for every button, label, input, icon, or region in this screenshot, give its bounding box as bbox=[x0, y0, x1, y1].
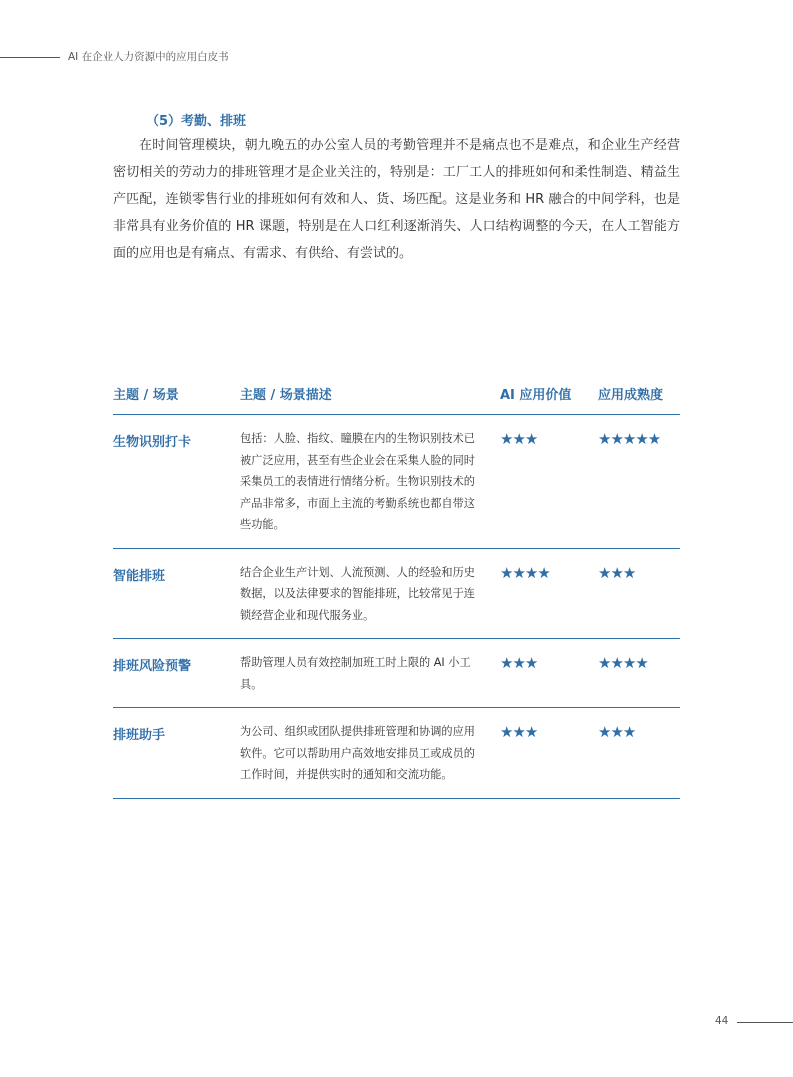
row-topic: 排班助手 bbox=[113, 728, 166, 743]
footer-rule bbox=[737, 1022, 793, 1023]
header-rule bbox=[0, 57, 60, 58]
table-row bbox=[113, 708, 680, 799]
row-topic: 排班风险预警 bbox=[113, 659, 192, 674]
ai-value-rating-stars: ★★★ bbox=[500, 723, 538, 741]
maturity-rating-stars: ★★★ bbox=[598, 563, 636, 582]
section-paragraph: 在时间管理模块，朝九晚五的办公室人员的考勤管理并不是痛点也不是难点，和企业生产经营密切相关的劳动力的排班管理才是企业关注的，特别是：工厂工人的排班如何和柔性制造、精益生产匹配，连锁零售行业的排班如何有效和人、货、场匹配。这是业务和 HR 融合的中间学科，也是非常具有业务价值的 HR 课题，特别是在人口红利逐渐消失、人口结构调整的今天，在人工智能方面的应用也是有痛点、有需求、有供给、有尝试的。 bbox=[113, 138, 680, 261]
row-topic: 智能排班 bbox=[113, 568, 166, 584]
row-description: 帮助管理人员有效控制加班工时上限的 AI 小工具。 bbox=[240, 656, 471, 691]
page-number: 44 bbox=[715, 1015, 729, 1027]
running-header: AI 在企业人力资源中的应用白皮书 bbox=[68, 51, 229, 63]
section-title: （5）考勤、排班 bbox=[146, 114, 247, 129]
maturity-rating-stars: ★★★ bbox=[598, 723, 636, 741]
maturity-rating-stars: ★★★★★ bbox=[598, 430, 661, 448]
table-row bbox=[113, 639, 680, 708]
header-description: 主题 / 场景描述 bbox=[240, 388, 332, 403]
row-description: 包括：人脸、指纹、瞳膜在内的生物识别技术已被广泛应用，甚至有些企业会在采集人脸的同时采集员工的表情进行情绪分析。生物识别技术的产品非常多，市面上主流的考勤系统也都自带这些功能。 bbox=[240, 432, 475, 531]
table-row bbox=[113, 549, 680, 640]
header-ai-value: AI 应用价值 bbox=[500, 388, 572, 403]
ai-value-rating-stars: ★★★ bbox=[500, 430, 538, 448]
ai-value-rating-stars: ★★★★ bbox=[500, 563, 550, 582]
header-maturity: 应用成熟度 bbox=[598, 388, 664, 403]
maturity-rating-stars: ★★★★ bbox=[598, 654, 648, 672]
ai-value-rating-stars: ★★★ bbox=[500, 654, 538, 672]
table-header-row bbox=[113, 378, 680, 415]
row-description: 结合企业生产计划、人流预测、人的经验和历史数据，以及法律要求的智能排班，比较常见于连锁经营企业和现代服务业。 bbox=[240, 565, 475, 622]
row-topic: 生物识别打卡 bbox=[113, 435, 192, 450]
table-row bbox=[113, 415, 680, 549]
scenario-table bbox=[113, 378, 680, 799]
row-description: 为公司、组织或团队提供排班管理和协调的应用软件。它可以帮助用户高效地安排员工或成员的工作时间，并提供实时的通知和交流功能。 bbox=[240, 725, 475, 781]
header-topic: 主题 / 场景 bbox=[113, 388, 179, 403]
